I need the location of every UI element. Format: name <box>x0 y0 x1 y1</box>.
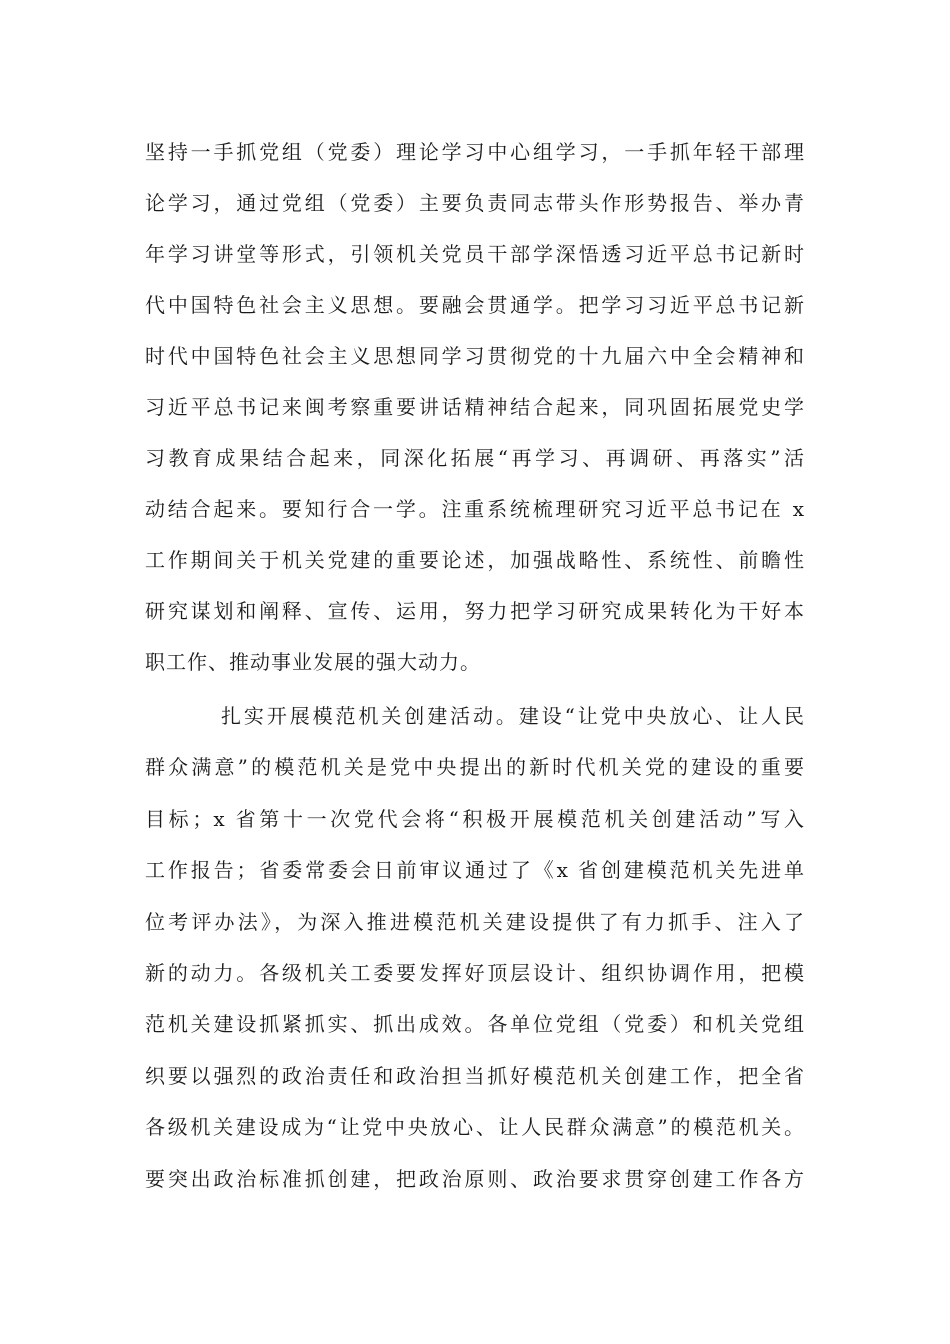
text-line: 习教育成果结合起来，同深化拓展“再学习、再调研、再落实”活 <box>145 446 805 470</box>
text-line: 工作报告；省委常委会日前审议通过了《x 省创建模范机关先进单 <box>145 858 805 883</box>
text-line: 习近平总书记来闽考察重要讲话精神结合起来，同巩固拓展党史学 <box>145 395 805 419</box>
text-line: 坚持一手抓党组（党委）理论学习中心组学习，一手抓年轻干部理 <box>145 140 805 164</box>
text-line: 扎实开展模范机关创建活动。建设“让党中央放心、让人民 <box>221 704 805 728</box>
text-line: 织要以强烈的政治责任和政治担当抓好模范机关创建工作，把全省 <box>145 1063 805 1088</box>
text-line: 范机关建设抓紧抓实、抓出成效。各单位党组（党委）和机关党组 <box>145 1012 805 1037</box>
text-line: 各级机关建设成为“让党中央放心、让人民群众满意”的模范机关。 <box>145 1115 805 1140</box>
text-line: 职工作、推动事业发展的强大动力。 <box>145 650 481 674</box>
text-line: 时代中国特色社会主义思想同学习贯彻党的十九届六中全会精神和 <box>145 344 805 368</box>
text-line: 工作期间关于机关党建的重要论述，加强战略性、系统性、前瞻性 <box>145 548 805 572</box>
paragraph-1 <box>145 140 805 701</box>
text-line: 年学习讲堂等形式，引领机关党员干部学深悟透习近平总书记新时 <box>145 242 805 266</box>
text-line: 论学习，通过党组（党委）主要负责同志带头作形势报告、举办青 <box>145 191 805 215</box>
text-line: 位考评办法》，为深入推进模范机关建设提供了有力抓手、注入了 <box>145 909 805 934</box>
text-line: 目标；x 省第十一次党代会将“积极开展模范机关创建活动”写入 <box>145 806 805 831</box>
text-line: 代中国特色社会主义思想。要融会贯通学。把学习习近平总书记新 <box>145 293 805 317</box>
text-line: 群众满意”的模范机关是党中央提出的新时代机关党的建设的重要 <box>145 755 805 780</box>
paragraph-2 <box>145 704 805 1218</box>
text-line: 动结合起来。要知行合一学。注重系统梳理研究习近平总书记在 x <box>145 497 805 521</box>
text-line: 要突出政治标准抓创建，把政治原则、政治要求贯穿创建工作各方 <box>145 1166 805 1191</box>
text-line: 新的动力。各级机关工委要发挥好顶层设计、组织协调作用，把模 <box>145 960 805 985</box>
text-line: 研究谋划和阐释、宣传、运用，努力把学习研究成果转化为干好本 <box>145 599 805 623</box>
